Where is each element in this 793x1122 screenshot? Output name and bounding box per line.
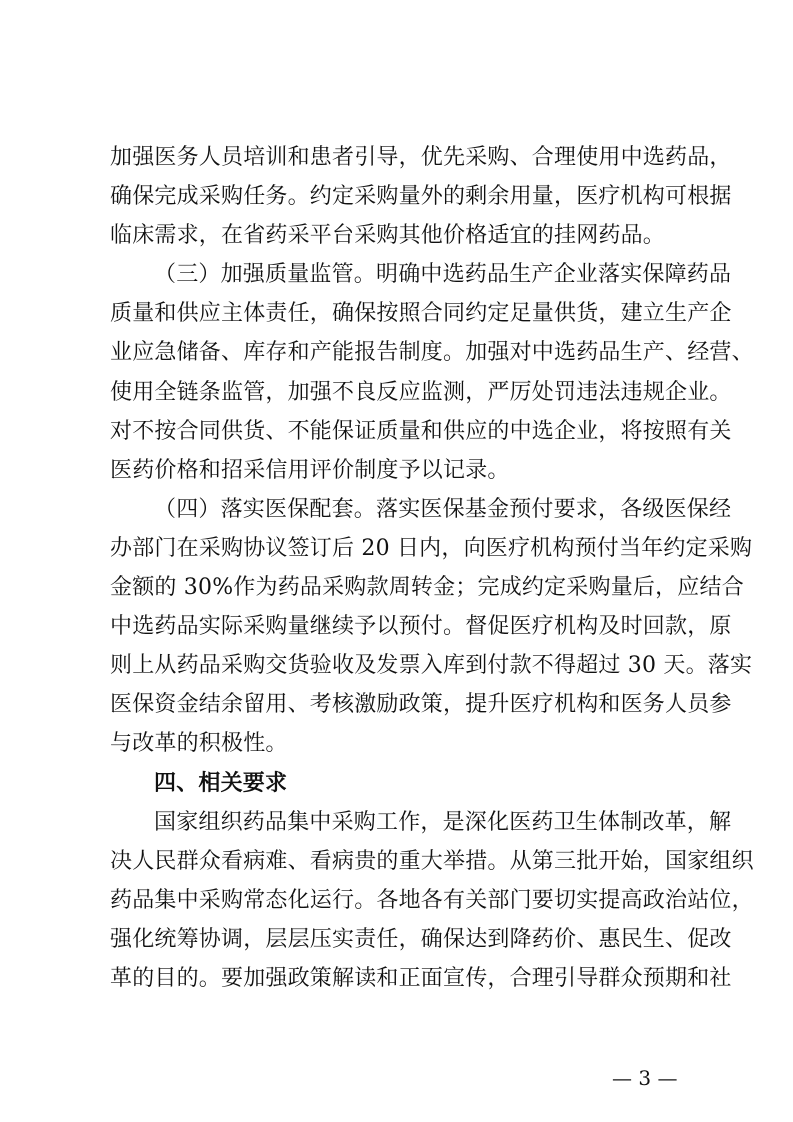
paragraph-line: 质量和供应主体责任，确保按照合同约定足量供货，建立生产企	[110, 301, 732, 327]
paragraph-line: 与改革的积极性。	[110, 731, 288, 757]
paragraph-line: 确保完成采购任务。约定采购量外的剩余用量，医疗机构可根据	[110, 184, 732, 210]
paragraph-line: 强化统筹协调，层层压实责任，确保达到降药价、惠民生、促改	[110, 926, 732, 952]
paragraph-line: 革的目的。要加强政策解读和正面宣传，合理引导群众预期和社	[110, 965, 732, 991]
paragraph-line: （三）加强质量监管。明确中选药品生产企业落实保障药品	[154, 262, 732, 288]
paragraph-line: 业应急储备、库存和产能报告制度。加强对中选药品生产、经营、	[110, 340, 754, 366]
paragraph-line: 对不按合同供货、不能保证质量和供应的中选企业，将按照有关	[110, 418, 732, 444]
paragraph-line: 加强医务人员培训和患者引导，优先采购、合理使用中选药品，	[110, 145, 732, 170]
paragraph-line: 药品集中采购常态化运行。各地各有关部门要切实提高政治站位，	[110, 887, 754, 913]
paragraph-line: 办部门在采购协议签订后 20 日内，向医疗机构预付当年约定采购	[110, 535, 753, 561]
section-heading: 四、相关要求	[154, 770, 288, 796]
paragraph-line: 中选药品实际采购量继续予以预付。督促医疗机构及时回款，原	[110, 614, 732, 640]
page-number: — 3 —	[612, 1066, 678, 1090]
paragraph-line: 医保资金结余留用、考核激励政策，提升医疗机构和医务人员参	[110, 692, 732, 718]
paragraph-line: 金额的 30%作为药品采购款周转金；完成约定采购量后，应结合	[110, 575, 744, 601]
paragraph-line: （四）落实医保配套。落实医保基金预付要求，各级医保经	[154, 496, 732, 522]
paragraph-line: 临床需求，在省药采平台采购其他价格适宜的挂网药品。	[110, 223, 666, 249]
paragraph-line: 医药价格和招采信用评价制度予以记录。	[110, 457, 510, 483]
paragraph-line: 则上从药品采购交货验收及发票入库到付款不得超过 30 天。落实	[110, 653, 753, 679]
paragraph-line: 使用全链条监管，加强不良反应监测，严厉处罚违法违规企业。	[110, 379, 732, 405]
paragraph-line: 国家组织药品集中采购工作，是深化医药卫生体制改革，解	[154, 809, 732, 835]
paragraph-line: 决人民群众看病难、看病贵的重大举措。从第三批开始，国家组织	[110, 848, 754, 874]
document-body	[110, 138, 754, 998]
